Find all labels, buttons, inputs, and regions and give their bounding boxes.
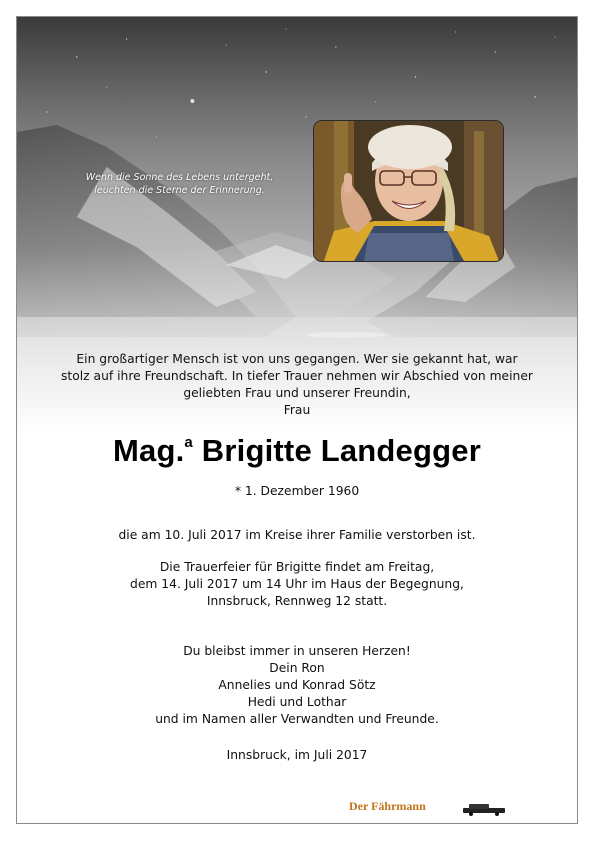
deceased-name bbox=[17, 433, 577, 469]
closing-line: Du bleibst immer in unseren Herzen! bbox=[183, 644, 411, 658]
closing-line: und im Namen aller Verwandten und Freunde. bbox=[155, 712, 439, 726]
funeral-line: Die Trauerfeier für Brigitte findet am Freitag, bbox=[159, 560, 435, 574]
funeral-line: dem 14. Juli 2017 um 14 Uhr im Haus der Begegnung, bbox=[130, 577, 464, 591]
academic-title: Mag. bbox=[113, 433, 185, 468]
intro-line: geliebten Frau und unserer Freundin, bbox=[183, 386, 411, 400]
academic-title-suffix: a bbox=[184, 434, 193, 451]
quote-line: Wenn die Sonne des Lebens untergeht, bbox=[85, 172, 274, 183]
closing-line: Dein Ron bbox=[269, 661, 325, 675]
funeral-line: Innsbruck, Rennweg 12 statt. bbox=[206, 594, 388, 608]
obituary-card bbox=[16, 16, 578, 824]
intro-line: Ein großartiger Mensch ist von uns gegangen. Wer sie gekannt hat, war bbox=[76, 352, 518, 366]
hearse-icon bbox=[461, 803, 507, 817]
full-name: Brigitte Landegger bbox=[201, 433, 481, 468]
portrait-illustration bbox=[314, 121, 503, 261]
place-date: Innsbruck, im Juli 2017 bbox=[226, 748, 368, 762]
closing-line: Annelies und Konrad Sötz bbox=[218, 678, 376, 692]
intro-text bbox=[37, 351, 557, 419]
closing-line: Hedi und Lothar bbox=[247, 695, 347, 709]
quote-line: leuchten die Sterne der Erinnerung. bbox=[94, 185, 265, 196]
funeral-details bbox=[17, 559, 577, 610]
memorial-quote bbox=[57, 171, 302, 197]
death-notice: die am 10. Juli 2017 im Kreise ihrer Familie verstorben ist. bbox=[118, 528, 476, 542]
birth-date: * 1. Dezember 1960 bbox=[234, 484, 360, 498]
intro-line: stolz auf ihre Freundschaft. In tiefer Trauer nehmen wir Abschied von meiner bbox=[61, 369, 533, 383]
closing-section bbox=[17, 643, 577, 728]
portrait-photo bbox=[313, 120, 504, 262]
intro-line: Frau bbox=[283, 403, 311, 417]
funeral-home-logo bbox=[349, 799, 569, 823]
logo-name: Der Fährmann bbox=[349, 799, 426, 813]
